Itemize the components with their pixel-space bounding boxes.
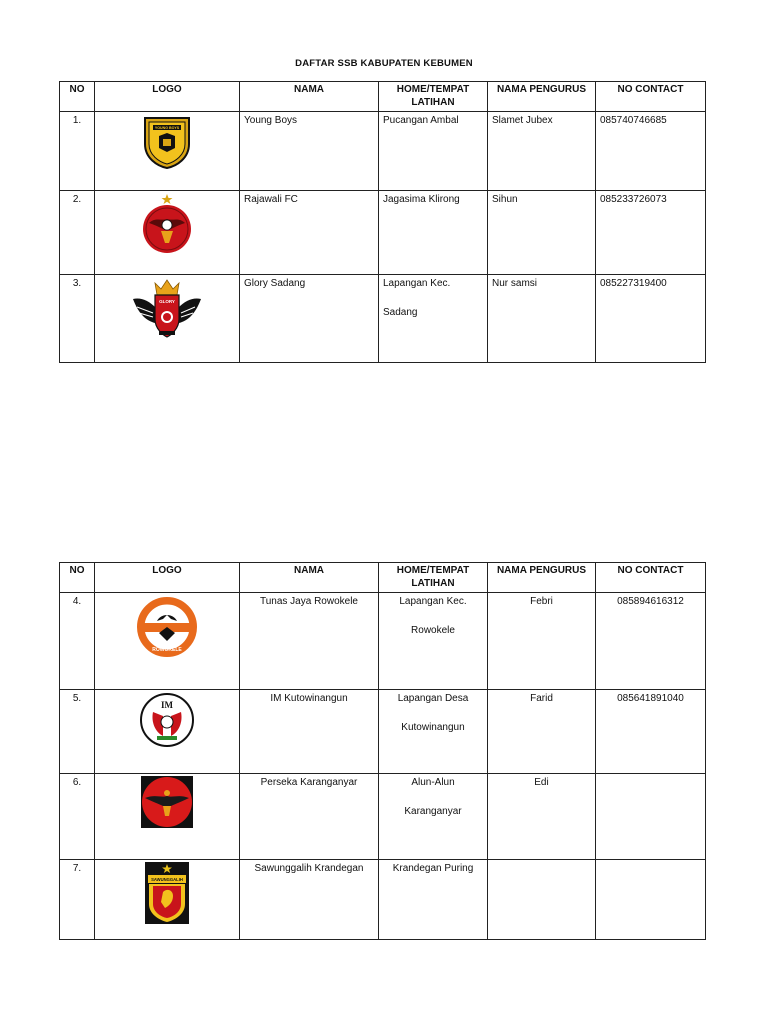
row-number: 5.: [60, 690, 95, 774]
svg-text:SAWUNGGALIH: SAWUNGGALIH: [151, 877, 183, 882]
im-kutowinangun-badge-icon: [139, 692, 195, 748]
contact-cell: 085233726073: [596, 191, 706, 275]
nama-cell: Tunas Jaya Rowokele: [240, 593, 379, 690]
table-header-row: [60, 563, 706, 593]
row-number: 1.: [60, 112, 95, 191]
rajawali-eagle-badge-icon: [139, 193, 195, 255]
logo-cell: [95, 774, 240, 860]
logo-cell: [95, 191, 240, 275]
glory-crown-wings-icon: [131, 277, 203, 341]
home-cell: Lapangan Kec. Sadang: [379, 275, 488, 363]
home-cell: Jagasima Klirong: [379, 191, 488, 275]
sawunggalih-rooster-icon: [145, 862, 189, 924]
table-row: [60, 593, 706, 690]
nama-cell: Perseka Karanganyar: [240, 774, 379, 860]
logo-cell: [95, 112, 240, 191]
svg-text:IM: IM: [161, 700, 173, 710]
contact-cell: 085227319400: [596, 275, 706, 363]
contact-cell: [596, 774, 706, 860]
nama-cell: Sawunggalih Krandegan: [240, 860, 379, 940]
row-number: 3.: [60, 275, 95, 363]
contact-cell: [596, 860, 706, 940]
pengurus-cell: Edi: [488, 774, 596, 860]
logo-cell: [95, 690, 240, 774]
header-nama: NAMA: [240, 82, 379, 112]
home-cell: Krandegan Puring: [379, 860, 488, 940]
header-nama: NAMA: [240, 563, 379, 593]
header-contact: NO CONTACT: [596, 82, 706, 112]
young-boys-shield-icon: [141, 114, 193, 170]
document-title: DAFTAR SSB KABUPATEN KEBUMEN: [295, 58, 473, 69]
pengurus-cell: Febri: [488, 593, 596, 690]
table-row: [60, 860, 706, 940]
ssb-table-1: [59, 81, 706, 363]
table-row: [60, 275, 706, 363]
header-pengurus: NAMA PENGURUS: [488, 563, 596, 593]
contact-cell: 085740746685: [596, 112, 706, 191]
nama-cell: Rajawali FC: [240, 191, 379, 275]
header-pengurus: NAMA PENGURUS: [488, 82, 596, 112]
table-row: [60, 690, 706, 774]
header-logo: LOGO: [95, 563, 240, 593]
logo-cell: [95, 275, 240, 363]
pengurus-cell: Nur samsi: [488, 275, 596, 363]
contact-cell: 085641891040: [596, 690, 706, 774]
contact-cell: 085894616312: [596, 593, 706, 690]
header-home: HOME/TEMPAT LATIHAN: [379, 563, 488, 593]
home-cell: Alun-Alun Karanganyar: [379, 774, 488, 860]
header-no: NO: [60, 563, 95, 593]
logo-cell: [95, 860, 240, 940]
pengurus-cell: Sihun: [488, 191, 596, 275]
table-row: [60, 191, 706, 275]
table-header-row: [60, 82, 706, 112]
nama-cell: Glory Sadang: [240, 275, 379, 363]
header-logo: LOGO: [95, 82, 240, 112]
table-row: [60, 774, 706, 860]
row-number: 4.: [60, 593, 95, 690]
header-contact: NO CONTACT: [596, 563, 706, 593]
home-cell: Lapangan Kec. Rowokele: [379, 593, 488, 690]
row-number: 2.: [60, 191, 95, 275]
home-cell: Lapangan Desa Kutowinangun: [379, 690, 488, 774]
perseka-eagle-icon: [141, 776, 193, 828]
svg-text:ROWOKELE: ROWOKELE: [152, 647, 182, 653]
row-number: 6.: [60, 774, 95, 860]
ssb-table-2: [59, 562, 706, 940]
header-home: HOME/TEMPAT LATIHAN: [379, 82, 488, 112]
table-row: [60, 112, 706, 191]
home-cell: Pucangan Ambal: [379, 112, 488, 191]
nama-cell: IM Kutowinangun: [240, 690, 379, 774]
svg-text:GLORY: GLORY: [159, 299, 175, 304]
nama-cell: Young Boys: [240, 112, 379, 191]
tunas-jaya-ring-icon: [135, 595, 199, 659]
header-no: NO: [60, 82, 95, 112]
svg-text:YOUNG BOYS: YOUNG BOYS: [154, 126, 180, 130]
row-number: 7.: [60, 860, 95, 940]
pengurus-cell: [488, 860, 596, 940]
logo-cell: [95, 593, 240, 690]
pengurus-cell: Slamet Jubex: [488, 112, 596, 191]
pengurus-cell: Farid: [488, 690, 596, 774]
